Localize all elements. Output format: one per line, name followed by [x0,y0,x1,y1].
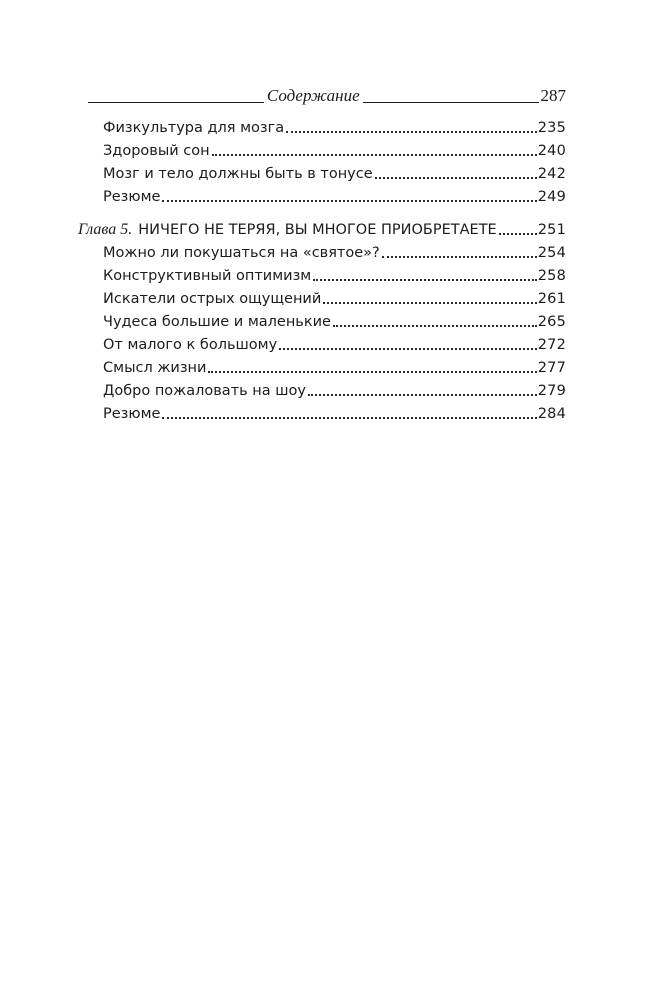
toc-dot-leader [208,371,536,373]
toc-dot-leader [499,233,537,235]
toc-entry [103,264,566,286]
toc-dot-leader [212,154,537,156]
toc-entry-page: 279 [537,383,566,399]
toc-dot-leader [279,348,537,350]
toc-entry [103,116,566,138]
toc-dot-leader [308,394,537,396]
toc-entry-page: 240 [537,143,566,159]
running-head-title: Содержание [266,86,360,105]
toc-entry-page: 284 [537,406,566,422]
toc-entry-title: От малого к большому [103,337,278,353]
page-number: 287 [540,86,567,105]
toc-dot-leader [333,325,537,327]
toc-dot-leader [286,131,537,133]
toc-entry [103,310,566,332]
running-head [88,84,566,106]
toc-chapter-entry [78,218,566,240]
toc-chapter-page: 251 [537,222,566,238]
toc-dot-leader [375,177,537,179]
toc-entry-title: Мозг и тело должны быть в тонусе [103,166,373,182]
toc-entry-title: Физкультура для мозга [103,120,285,136]
toc-entry-title: Резюме [103,189,161,205]
toc-entry [103,241,566,263]
toc-dot-leader [382,256,537,258]
toc-entry-title: Искатели острых ощущений [103,291,322,307]
toc-entry-title: Смысл жизни [103,360,207,376]
toc-entry [103,402,566,424]
running-head-rule-left [88,102,264,103]
toc-entry [103,379,566,401]
toc-entry [103,162,566,184]
toc-entry-page: 272 [537,337,566,353]
toc-entry [103,139,566,161]
toc-entry-page: 261 [537,291,566,307]
toc-entry-page: 249 [537,189,566,205]
toc-dot-leader [313,279,537,281]
toc-entry [103,185,566,207]
toc-entry-title: Здоровый сон [103,143,210,159]
toc-entry-page: 254 [537,245,566,261]
toc-entry-page: 242 [537,166,566,182]
toc-entry-title: Конструктивный оптимизм [103,268,312,284]
toc-entry [103,356,566,378]
toc-entry [103,287,566,309]
toc-entry-page: 277 [537,360,566,376]
toc-entry-page: 265 [537,314,566,330]
toc-entry-page: 258 [537,268,566,284]
toc-entry-page: 235 [537,120,566,136]
toc-dot-leader [323,302,536,304]
toc-chapter-prefix: Глава 5. [78,221,133,238]
running-head-rule-right [363,102,539,103]
toc-chapter-title: НИЧЕГО НЕ ТЕРЯЯ, ВЫ МНОГОЕ ПРИОБРЕТАЕТЕ [138,222,497,238]
toc-entry-title: Чудеса большие и маленькие [103,314,331,330]
toc-entry [103,333,566,355]
toc-dot-leader [162,417,536,419]
toc-dot-leader [162,200,536,202]
toc-entry-title: Можно ли покушаться на «святое»? [103,245,380,261]
toc-entry-title: Добро пожаловать на шоу [103,383,306,399]
toc-entry-title: Резюме [103,406,161,422]
